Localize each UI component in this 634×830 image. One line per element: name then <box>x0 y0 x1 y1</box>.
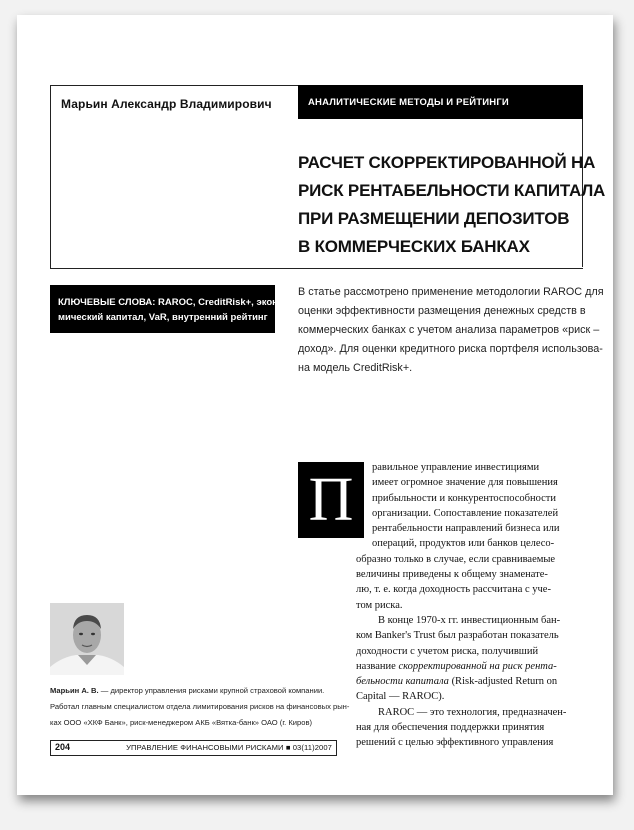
section-banner <box>298 85 583 119</box>
abstract-line: коммерческих банках с учетом анализа параметров «риск – <box>298 324 600 336</box>
body-line: В конце 1970-х гг. инвестиционным бан- <box>378 614 561 626</box>
portrait-icon <box>50 603 124 675</box>
body-line: RAROC — это технология, предназначен- <box>378 706 567 718</box>
caption-line <box>50 683 350 699</box>
drop-cap-letter: П <box>308 466 354 534</box>
body-line: организации. Сопоставление показателей <box>372 507 559 519</box>
body-line: имеет огромное значение для повышения <box>372 477 558 489</box>
body-line: равильное управление инвестициями <box>372 462 540 473</box>
title-line: РИСК РЕНТАБЕЛЬНОСТИ КАПИТАЛА <box>298 181 606 200</box>
title-line: ПРИ РАЗМЕЩЕНИИ ДЕПОЗИТОВ <box>298 209 570 228</box>
body-line: решений с целью эффективного управления <box>356 737 554 749</box>
body-line: прибыльности и конкурентоспособности <box>372 492 556 504</box>
abstract-line: на модель CreditRisk+. <box>298 362 413 374</box>
abstract <box>298 283 604 378</box>
caption-line: Работал главным специалистом отдела лимитирования рисков на финансовых рын- <box>50 702 350 711</box>
abstract-line: оценки эффективности размещения денежных средств в <box>298 305 586 317</box>
author-photo <box>50 603 124 675</box>
body-line: рентабельности направлений бизнеса или <box>372 523 560 535</box>
body-line: доходности с учетом риска, получивший <box>356 645 539 657</box>
body-line: ком Banker's Trust был разработан показатель <box>356 630 559 642</box>
body-line: название скорректированной на риск рента- <box>356 660 557 672</box>
caption-author: Марьин А. В. <box>50 686 99 695</box>
page-number: 204 <box>55 742 71 752</box>
caption-line: ках ООО «ХКФ Банк», риск-менеджером АКБ «Вятка-банк» ОАО (г. Киров) <box>50 718 313 727</box>
body-line: операций, продуктов или банков целесо- <box>372 538 555 550</box>
document-page <box>17 15 613 795</box>
abstract-line: доход». Для оценки кредитного риска портфеля использова- <box>298 343 603 355</box>
section-label: АНАЛИТИЧЕСКИЕ МЕТОДЫ И РЕЙТИНГИ <box>308 97 509 108</box>
body-line: величины приведены к общему знаменате- <box>356 569 548 581</box>
body-line: образно только в случае, если сравниваемые <box>356 553 556 565</box>
body-line: ная для обеспечения поддержки принятия <box>356 722 545 734</box>
keywords-line: мический капитал, VaR, внутренний рейтинг <box>58 312 268 323</box>
article-title <box>298 149 605 261</box>
page-footer <box>50 740 337 756</box>
author-caption <box>50 683 350 731</box>
body-line: бельности капитала (Risk-adjusted Return on <box>356 676 558 688</box>
body-line: Capital — RAROC). <box>356 691 445 703</box>
title-line: РАСЧЕТ СКОРРЕКТИРОВАННОЙ НА <box>298 153 596 172</box>
body-line: том риска. <box>356 599 403 611</box>
author-name: Марьин Александр Владимирович <box>61 97 272 111</box>
body-line: лю, т. е. когда доходность рассчитана с уче- <box>356 584 551 596</box>
abstract-line: В статье рассмотрено применение методологии RAROC для <box>298 286 604 298</box>
title-line: В КОММЕРЧЕСКИХ БАНКАХ <box>298 237 530 256</box>
keywords-box <box>50 285 287 333</box>
journal-issue: УПРАВЛЕНИЕ ФИНАНСОВЫМИ РИСКАМИ ■ 03(11)2007 <box>126 743 332 752</box>
caption-line-text: — директор управления рисками крупной страховой компании. <box>100 686 325 695</box>
keywords-line: КЛЮЧЕВЫЕ СЛОВА: RAROC, CreditRisk+, эконо- <box>58 297 287 308</box>
